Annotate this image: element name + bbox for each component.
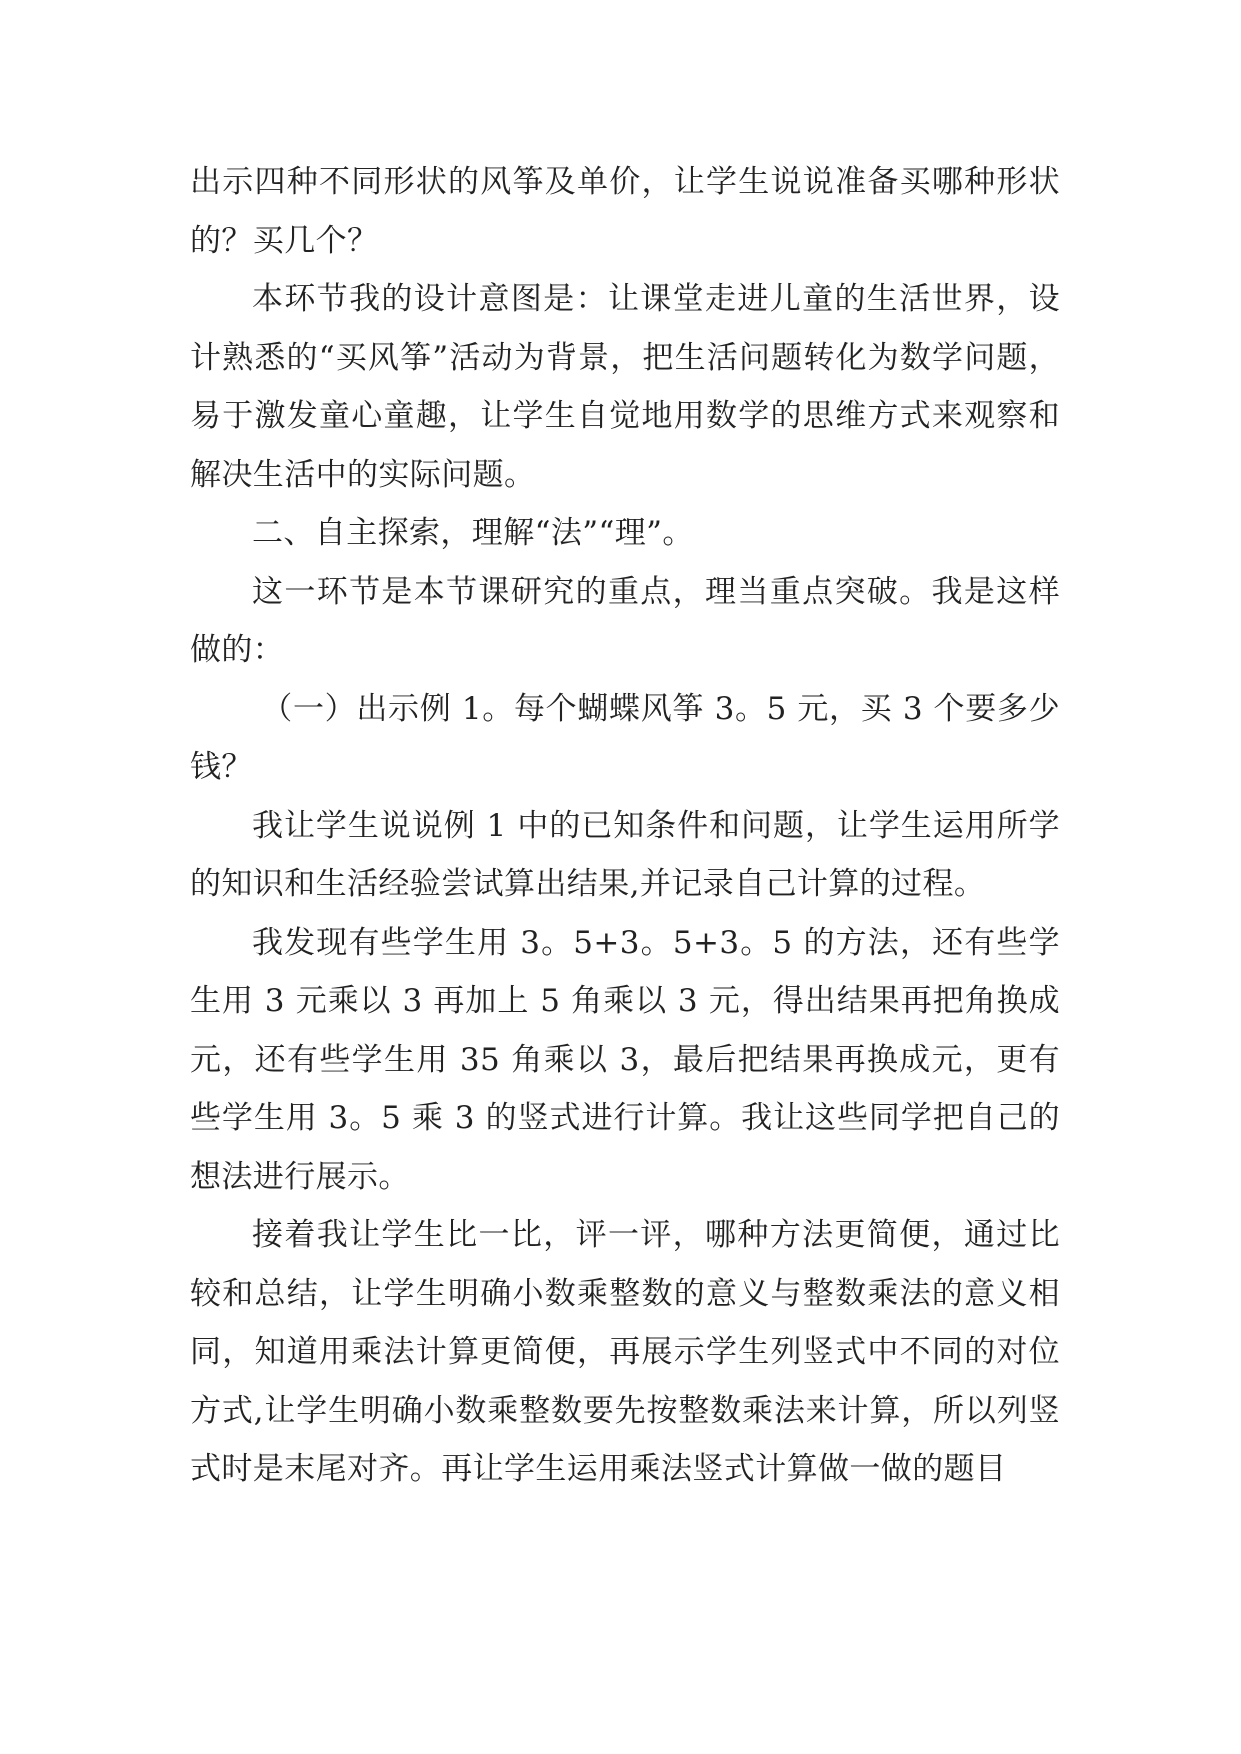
paragraph-key-point: 这一环节是本节课研究的重点，理当重点突破。我是这样做的： (190, 573, 1060, 668)
paragraph-kite-intro: 出示四种不同形状的风筝及单价，让学生说说准备买哪种形状的？买几个？ (190, 164, 1060, 259)
paragraph-design-intent: 本环节我的设计意图是：让课堂走进儿童的生活世界，设计熟悉的“买风筝”活动为背景，把生活问题转化为数学问题，易于激发童心童趣，让学生自觉地用数学的思维方式来观察和解决生活中的实际问题。 (190, 281, 1060, 493)
paragraph-example-1: （一）出示例 1。每个蝴蝶风筝 3。5 元，买 3 个要多少钱？ (190, 690, 1060, 785)
paragraph-compare: 接着我让学生比一比，评一评，哪种方法更简便，通过比较和总结，让学生明确小数乘整数的意义与整数乘法的意义相同，知道用乘法计算更简便，再展示学生列竖式中不同的对位方式,让学生明确小数乘整数要先按整数乘法来计算，所以列竖式时是末尾对齐。再让学生运用乘法竖式计算做一做的题目 (190, 1217, 1060, 1487)
paragraph-conditions: 我让学生说说例 1 中的已知条件和问题，让学生运用所学的知识和生活经验尝试算出结果,并记录自己计算的过程。 (190, 807, 1060, 902)
paragraph-student-methods: 我发现有些学生用 3。5+3。5+3。5 的方法，还有些学生用 3 元乘以 3 再加上 5 角乘以 3 元，得出结果再把角换成元，还有些学生用 35 角乘以 3，最后把结果再换成元，更有些学生用 3。5 乘 3 的竖式进行计算。我让这些同学把自己的想法进行展示。 (190, 924, 1060, 1195)
section-heading-explore: 二、自主探索，理解“法”“理”。 (252, 515, 694, 551)
document-page (190, 153, 1060, 1499)
